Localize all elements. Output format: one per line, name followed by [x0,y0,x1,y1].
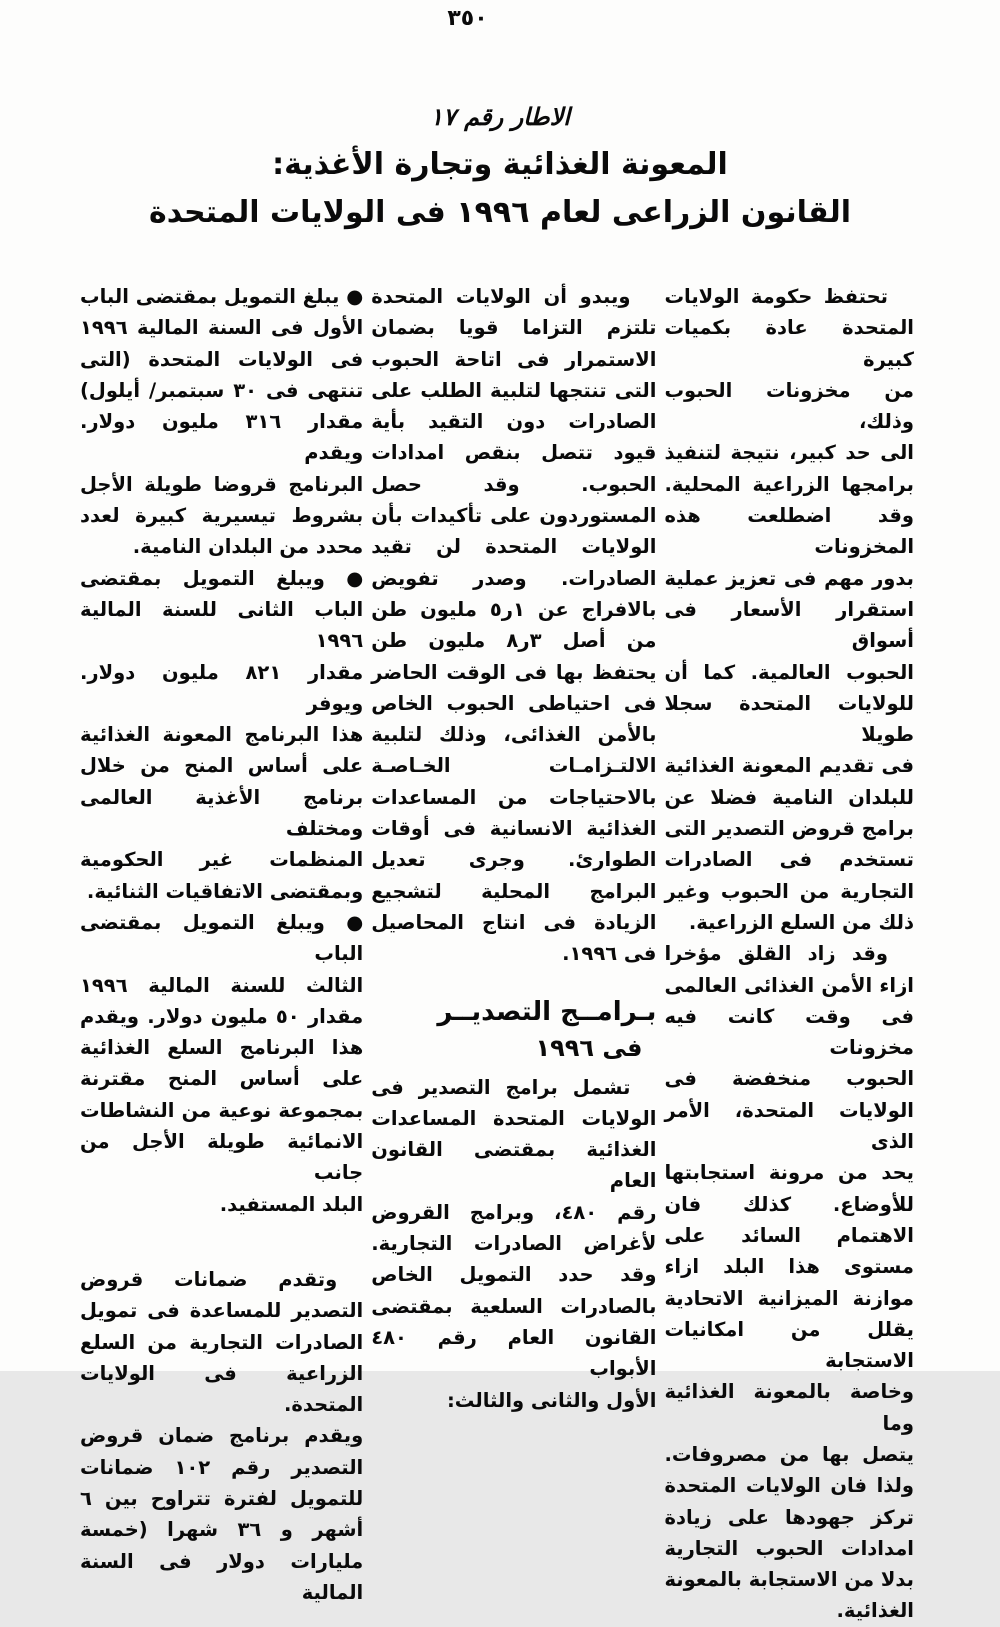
text-line: الحبوب. وقد حصل [371,472,657,496]
text-line: ويبدو أن الولايات المتحدة [371,285,631,308]
text-line: تلتزم التزاما قويا بضمان [371,316,657,340]
text-line: بالصادرات السلعية بمقتضى [371,1294,657,1318]
text-line: وقد زاد القلق مؤخرا [664,942,888,966]
document-title-line-2: القانون الزراعى لعام ١٩٩٦ فى الولايات المتحدة [149,195,851,230]
text-line: الصادرات. وصدر تفويض [371,566,657,590]
text-line: قيود تتصل بنقص امدادات [371,441,657,465]
text-line: الغذائية بمقتضى القانون العام [371,1138,657,1193]
text-line: برنامج الأغذية العالمى ومختلف [80,785,364,841]
text-line: موازنة الميزانية الاتحادية [664,1286,914,1310]
body-columns [80,281,914,1627]
text-line: الالتـزامـات الخـاصـة [371,754,657,778]
text-line: ● يبلغ التمويل بمقتضى الباب [80,285,364,308]
text-line: بدور مهم فى تعزيز عملية [664,566,914,590]
text-line: رقم ٤٨٠، وبرامج القروض [371,1200,657,1224]
text-line: الولايات المتحدة، الأمر الذى [664,1098,914,1154]
text-line: وخاصة بالمعونة الغذائية وما [664,1380,914,1435]
text-line: التصدير رقم ١٠٢ ضمانات [80,1455,364,1479]
text-line: البلد المستفيد. [219,1192,364,1216]
text-line: التى تنتجها لتلبية الطلب على [371,378,657,402]
text-line: مقدار ٣١٦ مليون دولار. ويقدم [80,410,364,465]
text-line: يحتفظ بها فى الوقت الحاضر [371,660,657,684]
text-line: على أساس المنح من خلال [80,754,364,778]
text-line: الطوارئ. وجرى تعديل [371,848,657,872]
text-line: تشمل برامج التصدير فى [371,1075,631,1099]
text-line: للتمويل لفترة تتراوح بين ٦ [80,1486,364,1510]
text-line: مقدار ٥٠ مليون دولار. ويقدم [80,1004,364,1028]
page-number: ٣٥٠ [447,6,488,31]
text-line: الصادرات دون التقيد بأية [371,410,657,434]
text-line: الباب الثانى للسنة المالية ١٩٩٦ [80,597,364,653]
text-line: بالافراج عن ١ر٥ مليون طن [371,597,657,621]
text-line: للبلدان النامية فضلا عن [664,785,914,809]
text-line: فى ١٩٩٦. [562,942,657,966]
text-line: الأول والثانى والثالث: [446,1388,657,1412]
text-line: بمجموعة نوعية من النشاطات [80,1098,364,1122]
text-line: يحد من مرونة استجابتها [664,1161,914,1185]
text-line: محدد من البلدان النامية. [132,535,364,559]
text-line: البرامج المحلية لتشجيع [371,879,657,903]
text-line: الصادرات التجارية من السلع [80,1330,364,1354]
text-line: التصدير للمساعدة فى تمويل [80,1299,364,1323]
text-line: وقد اضطلعت هذه المخزونات [664,504,914,559]
text-line: الثالث للسنة المالية ١٩٩٦ [80,973,364,997]
text-line: القانون العام رقم ٤٨٠ الأبواب [371,1325,657,1381]
text-line: فى وقت كانت فيه مخزونات [664,1004,914,1060]
text-line: لأغراض الصادرات التجارية. [371,1232,657,1256]
text-line: امدادات الحبوب التجارية [664,1536,914,1560]
text-line: الزراعية فى الولايات المتحدة. [80,1361,364,1417]
text-line: المتحدة عادة بكميات كبيرة [664,316,914,371]
text-line: وتقدم ضمانات قروض [80,1267,338,1291]
text-line: تستخدم فى الصادرات [664,848,914,872]
text-line: فى تقديم المعونة الغذائية [664,754,914,778]
text-line: ازاء الأمن الغذائى العالمى [664,973,914,997]
text-line: المنظمات غير الحكومية [80,848,364,872]
text-line: الأول فى السنة المالية ١٩٩٦ [80,316,364,340]
text-line: الغذائية الانسانية فى أوقات [371,817,657,841]
text-line: ويقدم برنامج ضمان قروض [80,1424,364,1448]
text-line: البرنامج قروضا طويلة الأجل [80,472,364,496]
text-line: الاستمرار فى اتاحة الحبوب [371,347,657,371]
text-line: يتصل بها من مصروفات. [664,1442,914,1466]
text-line: وبمقتضى الاتفاقيات الثنائية. [86,879,364,903]
text-line: الحبوب العالمية. كما أن [664,660,914,684]
text-line: تركز جهودها على زيادة [664,1505,914,1529]
text-line: الزيادة فى انتاج المحاصيل [371,910,657,934]
box-number-kicker: الاطار رقم ١٧ [430,103,570,131]
title-block [0,103,1000,237]
text-line: فى احتياطى الحبوب الخاص [371,691,657,715]
text-line: ● ويبلغ التمويل بمقتضى الباب [80,910,364,966]
text-line: ● ويبلغ التمويل بمقتضى [80,566,364,590]
text-line: وقد حدد التمويل الخاص [371,1263,657,1287]
text-line: بشروط تيسيرية كبيرة لعدد [80,504,364,528]
text-line: للولايات المتحدة سجلا طويلا [664,691,914,747]
text-line: استقرار الأسعار فى أسواق [664,597,914,653]
text-line: بدلا من الاستجابة بالمعونة [664,1568,914,1592]
text-line: فى الولايات المتحدة (التى [80,347,364,371]
section-heading: بـرامــج التصديــر [437,996,657,1027]
text-line: برامج قروض التصدير التى [664,817,914,841]
text-line: الحبوب منخفضة فى [664,1067,914,1091]
text-line: أشهر و ٣٦ شهرا (خمسة [80,1518,364,1542]
text-line: الاهتمام السائد على [664,1223,914,1247]
text-line: الولايات المتحدة المساعدات [371,1106,657,1130]
text-line: مستوى هذا البلد ازاء [664,1255,914,1279]
text-line: الغذائية. [836,1599,914,1623]
text-line: على أساس المنح مقترنة [80,1067,364,1091]
text-line: يقلل من امكانيات الاستجابة [664,1317,914,1373]
text-line: ذلك من السلع الزراعية. [688,910,914,934]
text-line: برامجها الزراعية المحلية. [664,472,914,496]
section-subheading: فى ١٩٩٦ [535,1033,643,1062]
text-line: ولذا فان الولايات المتحدة [664,1474,914,1498]
text-line: هذا البرنامج السلع الغذائية [80,1036,364,1060]
paragraph-gap [80,1220,363,1264]
text-line: الى حد كبير، نتيجة لتنفيذ [664,441,914,465]
text-line: للأوضاع. كذلك فان [664,1192,914,1216]
text-column-middle [371,281,656,1627]
text-line: بالأمن الغذائى، وذلك لتلبية [371,723,657,747]
text-line: تنتهى فى ٣٠ سبتمبر/ أيلول) [80,378,364,402]
text-line: الولايات المتحدة لن تقيد [371,535,657,559]
text-column-left [80,281,363,1627]
text-line: التجارية من الحبوب وغير [664,879,914,903]
text-line: مليارات دولار فى السنة المالية [80,1549,364,1604]
text-line: المستوردون على تأكيدات بأن [371,504,657,528]
text-line: بالاحتياجات من المساعدات [371,785,657,809]
text-line: مقدار ٨٢١ مليون دولار. ويوفر [80,660,364,715]
text-line: تحتفظ حكومة الولايات [664,285,888,308]
text-line: هذا البرنامج المعونة الغذائية [80,723,364,747]
text-column-right [664,281,914,1627]
document-title-line-1: المعونة الغذائية وتجارة الأغذية: [272,147,728,182]
text-line: من مخزونات الحبوب وذلك، [664,378,914,434]
text-line: الانمائية طويلة الأجل من جانب [80,1130,364,1185]
text-line: من أصل ٣ر٨ مليون طن [371,629,657,653]
